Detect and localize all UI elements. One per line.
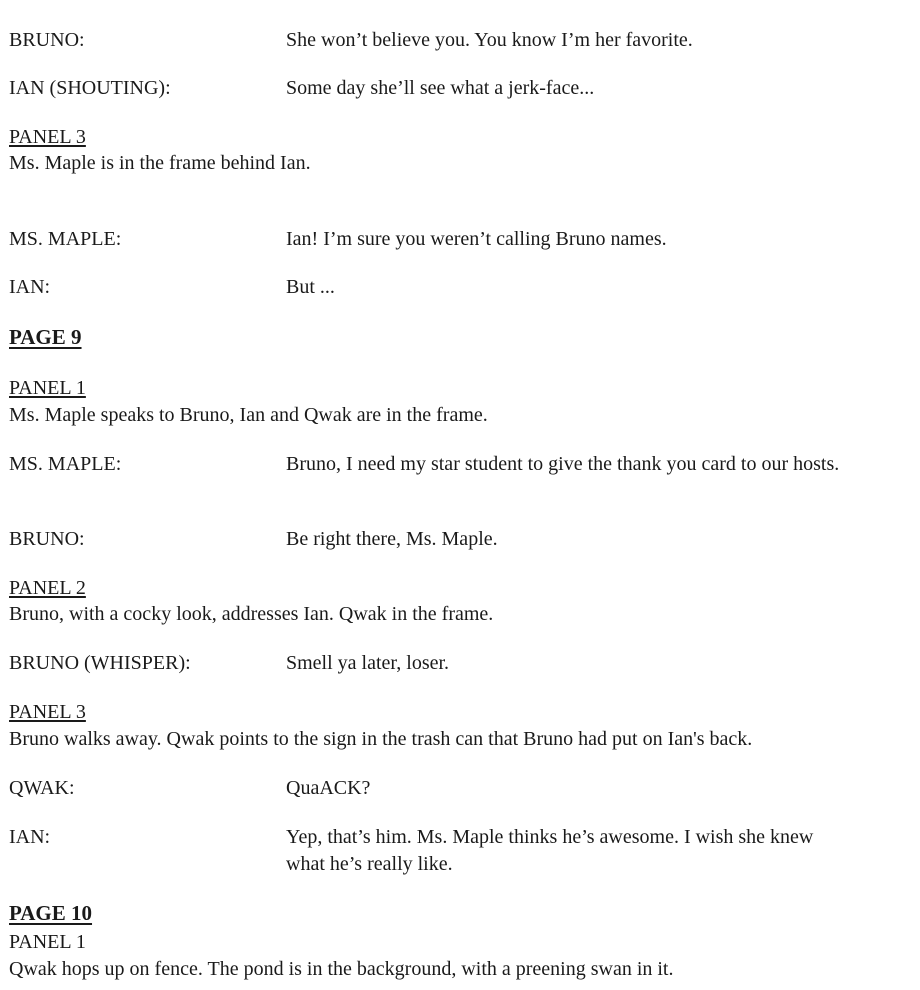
- speaker-label: MS. MAPLE:: [9, 453, 122, 475]
- speaker-label: BRUNO:: [9, 29, 85, 51]
- dialogue-line: Smell ya later, loser.: [286, 652, 450, 674]
- speaker-label: MS. MAPLE:: [9, 228, 122, 250]
- panel-description: Ms. Maple is in the frame behind Ian.: [9, 152, 311, 174]
- panel-description: Qwak hops up on fence. The pond is in the background, with a preening swan in it.: [9, 958, 674, 980]
- panel-description: Bruno, with a cocky look, addresses Ian. Qwak in the frame.: [9, 603, 494, 625]
- panel-description: Ms. Maple speaks to Bruno, Ian and Qwak are in the frame.: [9, 404, 488, 426]
- speaker-label: QWAK:: [9, 777, 75, 799]
- panel-heading: PANEL 3: [9, 126, 86, 148]
- dialogue-line: Ian! I’m sure you weren’t calling Bruno names.: [286, 228, 667, 250]
- panel-description: Bruno walks away. Qwak points to the sign in the trash can that Bruno had put on Ian's back.: [9, 728, 753, 750]
- dialogue-line: Yep, that’s him. Ms. Maple thinks he’s awesome. I wish she knew what he’s really like.: [286, 826, 814, 875]
- dialogue-line: She won’t believe you. You know I’m her favorite.: [286, 29, 693, 51]
- speaker-label: IAN:: [9, 826, 51, 848]
- dialogue-line: Some day she’ll see what a jerk-face...: [286, 77, 595, 99]
- speaker-label: IAN (SHOUTING):: [9, 77, 171, 99]
- dialogue-line: QuaACK?: [286, 777, 371, 799]
- dialogue-line: Bruno, I need my star student to give the thank you card to our hosts.: [286, 453, 840, 475]
- panel-heading: PANEL 1: [9, 377, 86, 399]
- dialogue-line: But ...: [286, 276, 335, 298]
- speaker-label: IAN:: [9, 276, 51, 298]
- speaker-label: BRUNO:: [9, 528, 85, 550]
- panel-heading: PANEL 2: [9, 577, 86, 599]
- page-heading: PAGE 10: [9, 901, 93, 925]
- speaker-label: BRUNO (WHISPER):: [9, 652, 191, 674]
- panel-heading: PANEL 1: [9, 931, 86, 953]
- dialogue-line: Be right there, Ms. Maple.: [286, 528, 498, 550]
- panel-heading: PANEL 3: [9, 701, 86, 723]
- page-heading: PAGE 9: [9, 325, 82, 349]
